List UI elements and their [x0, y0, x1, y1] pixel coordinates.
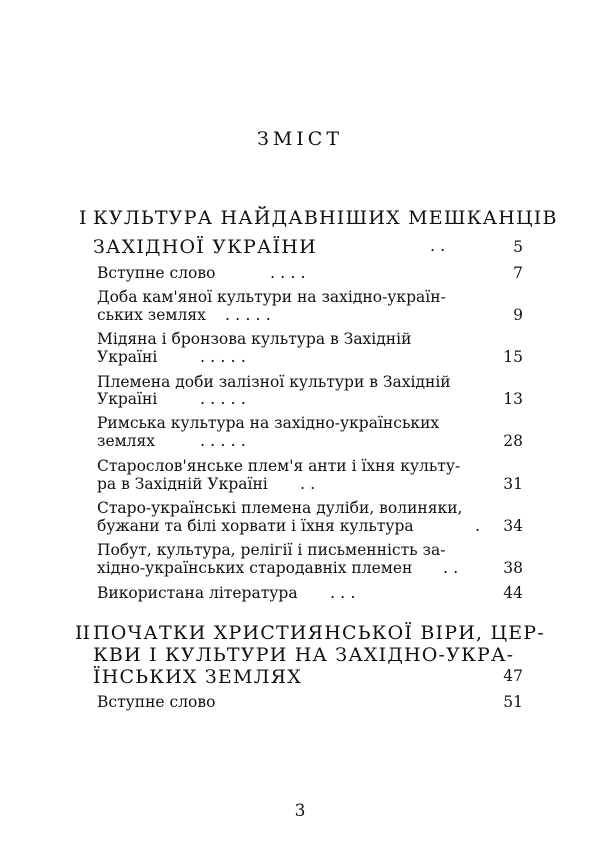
toc-entry-line: Побут, культура, релігії і письменність за- [97, 541, 446, 559]
toc-entry-line: Старослов'янське плем'я анти і їхня культу- [97, 457, 461, 475]
toc-entry-line: бужани та білі хорвати і їхня культура [97, 517, 414, 535]
page-ref: 44 [503, 584, 523, 602]
toc-entry-line: ських землях [97, 306, 206, 324]
page-ref: 38 [503, 559, 523, 577]
toc-entry-line: Старо-українські племена дуліби, волиняки, [97, 499, 463, 517]
toc-entry-line: ра в Західній Україні [97, 475, 268, 493]
page-ref: 5 [513, 238, 523, 256]
dot-leader: . . [443, 558, 459, 577]
toc-entry-line: Використана література [97, 584, 298, 602]
toc-entry-line: Вступне слово [97, 264, 216, 282]
toc-entry-line: Мідяна і бронзова культура в Західній [97, 330, 412, 348]
dot-leader: . . . . . [225, 305, 271, 324]
toc-entry-line: хідно-українських стародавніх племен [97, 559, 413, 577]
dot-leader: . . . . . [200, 347, 246, 366]
section-number: II [75, 622, 91, 644]
dot-leader: . . . . . [200, 431, 246, 450]
section-number: I [79, 207, 87, 229]
section-heading-line: ЇНСЬКИХ ЗЕМЛЯХ [93, 666, 302, 688]
page-ref: 47 [503, 667, 523, 685]
toc-entry-line: Україні [97, 390, 158, 408]
page-ref: 13 [503, 390, 523, 408]
section-heading-line: ЗАХІДНОЇ УКРАЇНИ [93, 236, 317, 258]
page-ref: 15 [503, 348, 523, 366]
dot-leader: . . . . [270, 263, 306, 282]
toc-entry-line: Україні [97, 348, 158, 366]
page-ref: 51 [503, 693, 523, 711]
page-ref: 31 [503, 475, 523, 493]
section-heading-line: ПОЧАТКИ ХРИСТИЯНСЬКОЇ ВІРИ, ЦЕР- [93, 622, 545, 644]
dot-leader: . [475, 516, 481, 535]
toc-entry-line: Вступне слово [97, 693, 216, 711]
dot-leader: . . . [330, 583, 356, 602]
page-ref: 28 [503, 432, 523, 450]
section-heading-line: КУЛЬТУРА НАЙДАВНІШИХ МЕШКАНЦІВ [93, 207, 558, 229]
page-number: 3 [294, 801, 306, 821]
toc-entry-line: Племена доби залізної культури в Західній [97, 373, 451, 391]
section-heading-line: КВИ І КУЛЬТУРИ НА ЗАХІДНО-УКРА- [93, 644, 515, 666]
page-ref: 34 [503, 517, 523, 535]
dot-leader: . . . . . [200, 389, 246, 408]
toc-title: ЗМІСТ [256, 128, 343, 150]
dot-leader: . . [430, 236, 446, 255]
toc-entry-line: землях [97, 432, 156, 450]
toc-entry-line: Римська культура на західно-українських [97, 414, 440, 432]
dot-leader: . . [300, 474, 316, 493]
toc-entry-line: Доба кам'яної культури на західно-україн- [97, 288, 446, 306]
page-ref: 7 [513, 264, 523, 282]
page-ref: 9 [513, 306, 523, 324]
